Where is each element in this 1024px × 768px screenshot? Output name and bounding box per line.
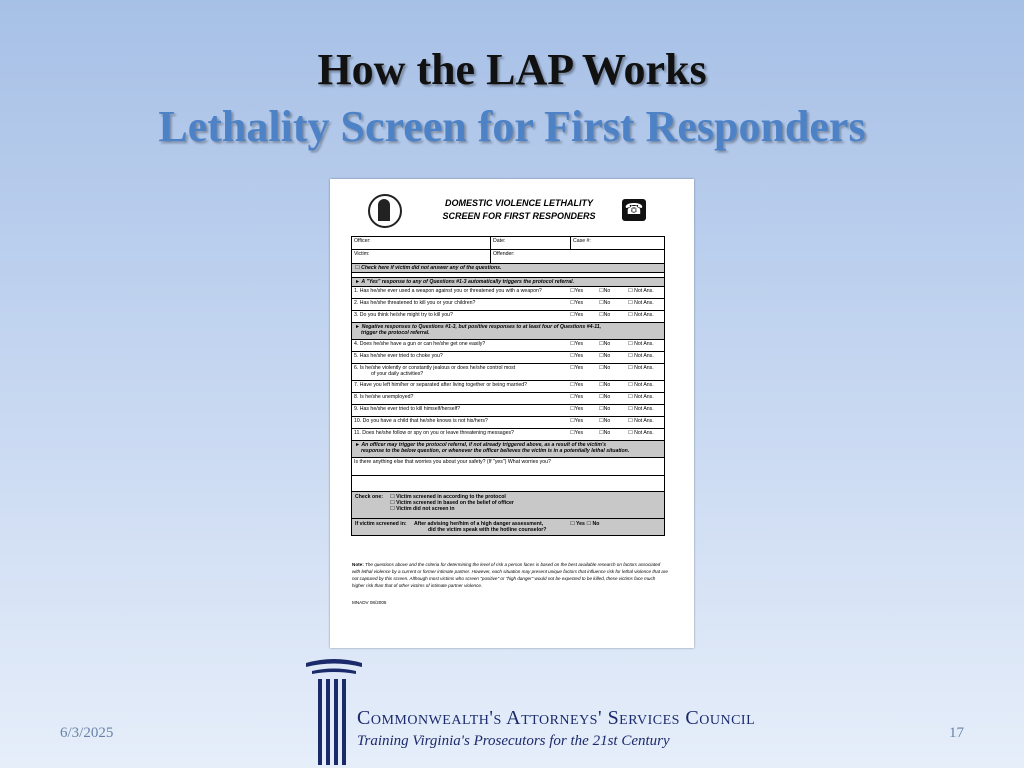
opt-na: ☐ Not Ans.: [628, 341, 654, 347]
answer-row: [351, 476, 665, 492]
opt-no: ☐No: [599, 312, 611, 318]
officer-header-line2: response to the below question, or whenever the officer believes the victim is in a potentially lethal situation.: [361, 448, 630, 454]
question-text: [354, 365, 569, 377]
form-title-line2: SCREEN FOR FIRST RESPONDERS: [442, 211, 596, 221]
opt-no: ☐No: [599, 418, 611, 424]
check-option-1: ☐ Victim screened in according to the protocol: [390, 494, 506, 500]
opt-yes: ☐Yes: [570, 394, 584, 400]
question-text-line1: 6. Is he/she violently or constantly jealous or does he/she control most: [354, 365, 516, 371]
org-tagline: Training Virginia's Prosecutors for the 21st Century: [357, 733, 670, 749]
date-field: Date:: [491, 237, 571, 249]
question-text: 2. Has he/she threatened to kill you or your children?: [354, 300, 476, 306]
open-question-row: Is there anything else that worries you about your safety? (If "yes") What worries you?: [351, 458, 665, 476]
form-note: [352, 561, 668, 589]
check-option-3: ☐ Victim did not screen in: [390, 506, 455, 512]
opt-yes: ☐Yes: [570, 430, 584, 436]
question-4: [351, 340, 665, 352]
opt-na: ☐ Not Ans.: [628, 365, 654, 371]
opt-na: ☐ Not Ans.: [628, 288, 654, 294]
victim-field: Victim:: [352, 250, 491, 263]
hotline-yes-no: ☐ Yes ☐ No: [570, 521, 600, 527]
mnadv-logo-icon: [368, 194, 402, 228]
question-6: [351, 364, 665, 381]
negative-header: [351, 323, 665, 340]
victim-row: [351, 250, 665, 264]
check-options: [390, 494, 514, 512]
opt-yes: ☐Yes: [570, 312, 584, 318]
opt-no: ☐No: [599, 300, 611, 306]
question-text: 4. Does he/she have a gun or can he/she get one easily?: [354, 341, 486, 347]
check-one-label: Check one:: [355, 494, 383, 500]
form-footer: MNADV 08/2005: [352, 600, 387, 605]
question-8: [351, 393, 665, 405]
phone-icon: ☎: [622, 199, 646, 221]
opt-no: ☐No: [599, 394, 611, 400]
question-text: 10. Do you have a child that he/she knows is not his/hers?: [354, 418, 488, 424]
question-text-line2: of your daily activities?: [371, 371, 424, 377]
opt-yes: ☐Yes: [570, 382, 584, 388]
org-name: Commonwealth's Attorneys' Services Council: [357, 707, 756, 729]
question-text: 11. Does he/she follow or spy on you or leave threatening messages?: [354, 430, 514, 436]
if-screened-label: If victim screened in:: [355, 521, 407, 527]
question-11: [351, 429, 665, 441]
slide-title: How the LAP Works: [317, 45, 707, 94]
form-title-line1: DOMESTIC VIOLENCE LETHALITY: [444, 198, 593, 208]
opt-na: ☐ Not Ans.: [628, 430, 654, 436]
opt-na: ☐ Not Ans.: [628, 312, 654, 318]
opt-yes: ☐Yes: [570, 300, 584, 306]
negative-header-line1: ► Negative responses to Questions #1-3, but positive responses to at least four of Questions #4-11,: [355, 324, 602, 330]
question-7: [351, 381, 665, 393]
officer-field: Officer:: [352, 237, 491, 249]
no-answer-row: ☐ Check here if victim did not answer any of the questions.: [351, 264, 665, 273]
case-field: Case #:: [573, 238, 591, 244]
opt-no: ☐No: [599, 365, 611, 371]
opt-yes: ☐Yes: [570, 365, 584, 371]
opt-yes: ☐Yes: [570, 288, 584, 294]
note-label: Note:: [352, 562, 364, 567]
officer-header: [351, 441, 665, 458]
opt-yes: ☐Yes: [570, 418, 584, 424]
opt-yes: ☐Yes: [570, 406, 584, 412]
question-3: [351, 311, 665, 323]
question-2: [351, 299, 665, 311]
hotline-question-line2: did the victim speak with the hotline counselor?: [428, 527, 547, 533]
form-grid: [351, 236, 665, 536]
opt-na: ☐ Not Ans.: [628, 394, 654, 400]
opt-yes: ☐Yes: [570, 341, 584, 347]
slide-subtitle: Lethality Screen for First Responders: [158, 102, 866, 151]
opt-no: ☐No: [599, 288, 611, 294]
question-9: [351, 405, 665, 417]
slide-date: 6/3/2025: [60, 725, 114, 741]
opt-no: ☐No: [599, 382, 611, 388]
question-5: [351, 352, 665, 364]
opt-na: ☐ Not Ans.: [628, 418, 654, 424]
question-1: [351, 287, 665, 299]
lethality-screen-form: [330, 179, 694, 648]
officer-header-line1: ► An officer may trigger the protocol referral, if not already triggered above, as a result of the victim's: [355, 442, 607, 448]
check-one-row: [351, 492, 665, 519]
yes-header: ► A "Yes" response to any of Questions #1-3 automatically triggers the protocol referral.: [351, 278, 665, 287]
check-option-2: ☐ Victim screened in based on the belief of officer: [390, 500, 514, 506]
question-text: 8. Is he/she unemployed?: [354, 394, 414, 400]
question-text: 3. Do you think he/she might try to kill you?: [354, 312, 453, 318]
cas-column-logo-icon: [304, 655, 364, 765]
hotline-question: [414, 521, 546, 533]
officer-row: [351, 236, 665, 250]
question-text: 9. Has he/she ever tried to kill himself/herself?: [354, 406, 461, 412]
opt-no: ☐No: [599, 341, 611, 347]
opt-na: ☐ Not Ans.: [628, 300, 654, 306]
question-text: 5. Has he/she ever tried to choke you?: [354, 353, 443, 359]
opt-na: ☐ Not Ans.: [628, 382, 654, 388]
note-text: The questions above and the criteria for determining the level of risk a person faces is based on the best available research on factors associated with lethal violence by a current or former intimate partner. However, each situation may present unique factors that influence risk for lethal violence that are not captured by this screen. Although most victims who screen "positive" or "high danger" would not be expected to be killed, these victims face much higher risk than that of other victims of intimate partner violence.: [352, 562, 668, 588]
opt-no: ☐No: [599, 353, 611, 359]
question-text: 7. Have you left him/her or separated after living together or being married?: [354, 382, 528, 388]
form-title: [414, 197, 624, 223]
hotline-question-line1: After advising her/him of a high danger assessment,: [414, 521, 544, 527]
question-text: 1. Has he/she ever used a weapon against you or threatened you with a weapon?: [354, 288, 542, 294]
opt-no: ☐No: [599, 406, 611, 412]
offender-field: Offender:: [493, 251, 515, 257]
opt-na: ☐ Not Ans.: [628, 353, 654, 359]
negative-header-line2: trigger the protocol referral.: [361, 330, 430, 336]
question-10: [351, 417, 665, 429]
if-screened-row: [351, 519, 665, 536]
opt-yes: ☐Yes: [570, 353, 584, 359]
slide-number: 17: [949, 725, 964, 741]
opt-no: ☐No: [599, 430, 611, 436]
opt-na: ☐ Not Ans.: [628, 406, 654, 412]
